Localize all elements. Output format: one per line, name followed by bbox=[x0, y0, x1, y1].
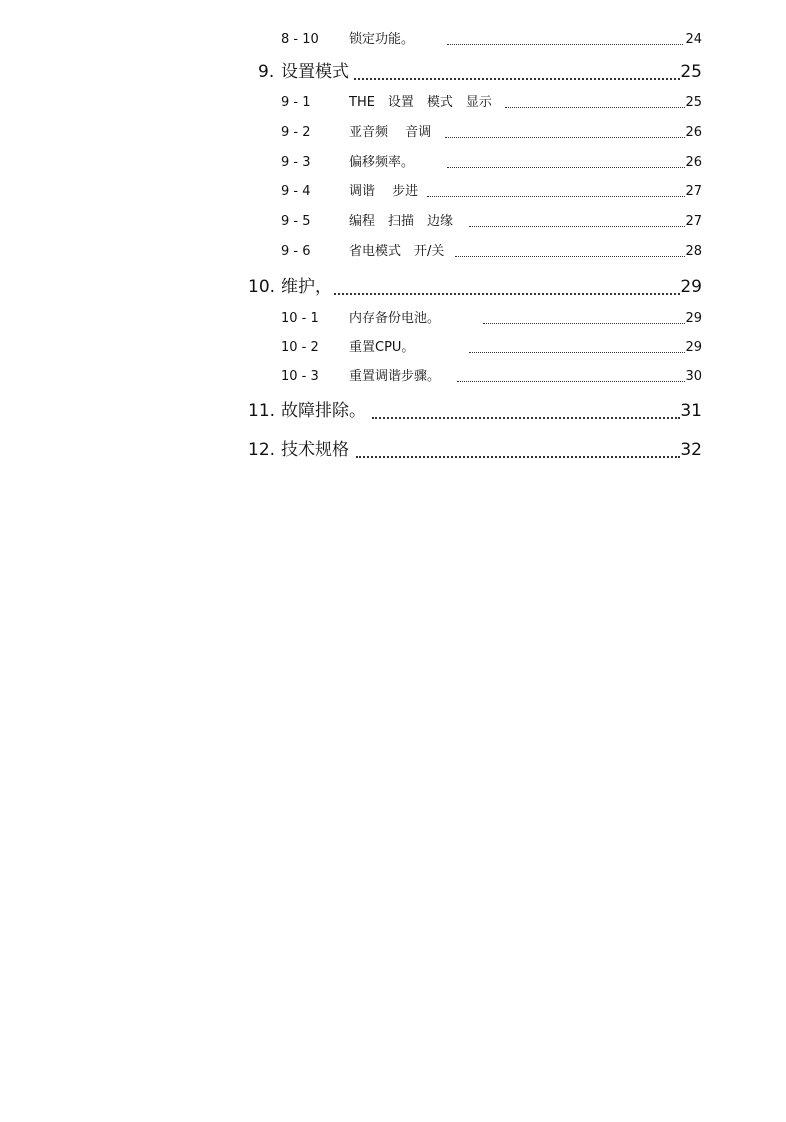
toc-entry-11 bbox=[248, 403, 702, 423]
toc-entry-number: 10 - 1 bbox=[281, 311, 319, 326]
toc-entry-number: 9 - 1 bbox=[281, 95, 311, 110]
toc-leader-dots bbox=[354, 64, 680, 80]
toc-entry-page: 26 bbox=[685, 125, 702, 140]
toc-entry-title: 偏移频率。 bbox=[349, 155, 415, 170]
toc-entry-page: 27 bbox=[685, 184, 702, 199]
toc-entry-title: 技术规格 bbox=[281, 440, 349, 460]
toc-entry-9-4 bbox=[281, 185, 702, 200]
toc-entry-page: 25 bbox=[680, 62, 702, 82]
toc-entry-title: 故障排除。 bbox=[281, 401, 366, 421]
toc-leader-dots bbox=[455, 245, 685, 257]
toc-entry-page: 32 bbox=[680, 440, 702, 460]
toc-entry-page: 30 bbox=[685, 369, 702, 384]
toc-entry-number: 9 - 4 bbox=[281, 184, 311, 199]
toc-entry-number: 9 - 2 bbox=[281, 125, 311, 140]
toc-entry-9-5 bbox=[281, 215, 702, 230]
toc-entry-title: 维护， bbox=[281, 277, 332, 297]
toc-entry-10 bbox=[248, 279, 702, 299]
toc-entry-9-2 bbox=[281, 126, 702, 141]
toc-entry-number: 9. bbox=[258, 62, 275, 82]
toc-entry-12 bbox=[248, 442, 702, 462]
toc-leader-dots bbox=[505, 96, 685, 108]
toc-entry-title: 重置调谐步骤。 bbox=[349, 369, 441, 384]
toc-entry-number: 11. bbox=[248, 401, 276, 421]
toc-entry-9-6 bbox=[281, 245, 702, 260]
toc-leader-dots bbox=[483, 312, 685, 324]
toc-entry-title: THE 设置 模式 显示 bbox=[349, 95, 492, 110]
toc-entry-10-2 bbox=[281, 341, 702, 356]
toc-entry-page: 28 bbox=[685, 244, 702, 259]
toc-entry-number: 10 - 3 bbox=[281, 369, 319, 384]
toc-leader-dots bbox=[469, 215, 685, 227]
toc-leader-dots bbox=[469, 341, 685, 353]
toc-entry-title: 重置CPU。 bbox=[349, 340, 415, 355]
toc-entry-number: 9 - 3 bbox=[281, 155, 311, 170]
toc-leader-dots bbox=[356, 442, 680, 458]
toc-leader-dots bbox=[427, 185, 685, 197]
toc-entry-title: 锁定功能。 bbox=[349, 32, 415, 47]
toc-entry-title: 省电模式 开/关 bbox=[349, 244, 445, 259]
toc-leader-dots bbox=[372, 403, 680, 419]
toc-entry-title: 亚音频 音调 bbox=[349, 125, 432, 140]
toc-entry-10-3 bbox=[281, 370, 702, 385]
toc-entry-9-3 bbox=[281, 156, 702, 171]
toc-entry-page: 31 bbox=[680, 401, 702, 421]
toc-entry-number: 10. bbox=[248, 277, 276, 297]
toc-entry-page: 29 bbox=[685, 311, 702, 326]
toc-entry-page: 29 bbox=[685, 340, 702, 355]
toc-entry-number: 12. bbox=[248, 440, 276, 460]
toc-entry-page: 27 bbox=[685, 214, 702, 229]
toc-entry-8-10 bbox=[281, 33, 702, 48]
toc-entry-title: 调谐 步进 bbox=[349, 184, 419, 199]
toc-leader-dots bbox=[447, 156, 685, 168]
toc-entry-number: 8 - 10 bbox=[281, 32, 319, 47]
toc-leader-dots bbox=[334, 279, 680, 295]
toc-entry-title: 设置模式 bbox=[281, 62, 349, 82]
toc-entry-number: 9 - 6 bbox=[281, 244, 311, 259]
toc-leader-dots bbox=[457, 370, 685, 382]
toc-entry-page: 26 bbox=[685, 155, 702, 170]
toc-entry-page: 29 bbox=[680, 277, 702, 297]
toc-entry-number: 9 - 5 bbox=[281, 214, 311, 229]
toc-entry-page: 25 bbox=[685, 95, 702, 110]
toc-entry-10-1 bbox=[281, 312, 702, 327]
toc-entry-title: 编程 扫描 边缘 bbox=[349, 214, 454, 229]
toc-entry-title: 内存备份电池。 bbox=[349, 311, 441, 326]
table-of-contents bbox=[0, 0, 786, 480]
toc-entry-page: 24 bbox=[685, 32, 702, 47]
toc-leader-dots bbox=[447, 33, 683, 45]
toc-entry-9-1 bbox=[281, 96, 702, 111]
toc-entry-9 bbox=[250, 64, 702, 84]
toc-entry-number: 10 - 2 bbox=[281, 340, 319, 355]
toc-leader-dots bbox=[445, 126, 685, 138]
